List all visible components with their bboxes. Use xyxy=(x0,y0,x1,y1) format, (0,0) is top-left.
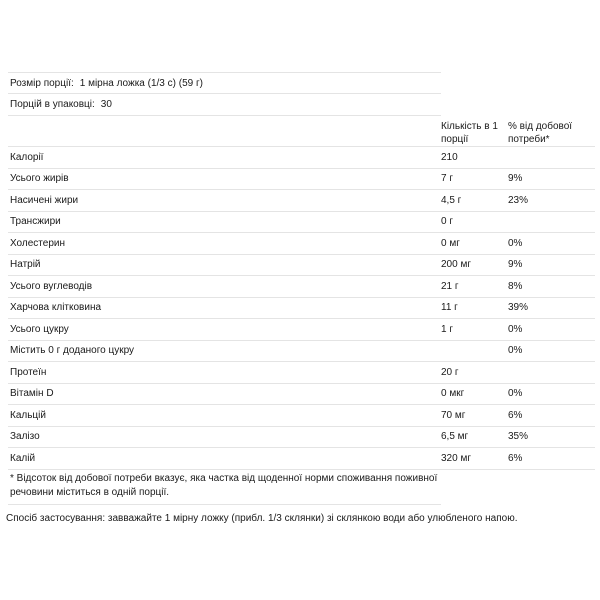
table-row xyxy=(8,362,595,384)
nutrient-name: Містить 0 г доданого цукру xyxy=(10,345,135,357)
table-row xyxy=(8,319,595,341)
nutrient-amount: 11 г xyxy=(441,302,458,314)
table-row xyxy=(8,147,595,169)
nutrient-amount: 210 xyxy=(441,151,458,163)
nutrient-name: Холестерин xyxy=(10,237,65,249)
header-daily-value: % від добової потреби* xyxy=(508,121,573,145)
serving-size-row xyxy=(8,72,441,94)
servings-per-container-value: 30 xyxy=(100,99,112,110)
table-row xyxy=(8,298,595,320)
table-row xyxy=(8,341,595,363)
nutrient-amount: 320 мг xyxy=(441,452,471,464)
nutrient-daily-value: 6% xyxy=(508,409,523,421)
usage-instructions: Спосіб застосування: завважайте 1 мірну ложку (прибл. 1/3 склянки) зі склянкою води або улюбленого напою. xyxy=(6,513,518,524)
nutrient-name: Харчова клітковина xyxy=(10,302,102,314)
table-row xyxy=(8,212,595,234)
nutrient-name: Залізо xyxy=(10,431,40,443)
nutrient-daily-value: 39% xyxy=(508,302,529,314)
nutrient-amount: 6,5 мг xyxy=(441,431,469,443)
nutrient-daily-value: 0% xyxy=(508,323,523,335)
table-row xyxy=(8,427,595,449)
serving-info xyxy=(8,72,441,116)
nutrient-daily-value: 9% xyxy=(508,173,523,185)
nutrient-name: Насичені жири xyxy=(10,194,79,206)
servings-per-container-label: Порцій в упаковці: xyxy=(10,99,95,110)
nutrient-daily-value: 0% xyxy=(508,345,523,357)
nutrient-name: Протеїн xyxy=(10,366,47,378)
nutrient-amount: 1 г xyxy=(441,323,453,335)
nutrient-amount: 0 мкг xyxy=(441,388,465,400)
nutrient-amount: 7 г xyxy=(441,173,453,185)
serving-size-value: 1 мірна ложка (1/3 с) (59 г) xyxy=(79,77,203,89)
nutrient-amount: 21 г xyxy=(441,280,459,292)
table-row xyxy=(8,255,595,277)
nutrient-name: Вітамін D xyxy=(10,388,54,400)
nutrient-name: Калій xyxy=(10,452,36,464)
nutrient-amount: 20 г xyxy=(441,366,459,378)
nutrient-daily-value: 9% xyxy=(508,259,523,271)
nutrient-amount: 0 г xyxy=(441,216,453,228)
nutrient-amount: 200 мг xyxy=(441,259,471,271)
nutrient-name: Натрій xyxy=(10,259,41,271)
footnote: * Відсоток від добової потреби вказує, яка частка від щоденної норми споживання поживної речовини міститься в одній порції. xyxy=(8,472,441,505)
nutrient-daily-value: 8% xyxy=(508,280,523,292)
nutrient-name: Усього цукру xyxy=(10,323,69,335)
serving-size-label: Розмір порції: xyxy=(10,77,74,89)
table-row xyxy=(8,190,595,212)
nutrient-daily-value: 0% xyxy=(508,388,523,400)
table-row xyxy=(8,169,595,191)
table-row xyxy=(8,448,595,470)
nutrition-table xyxy=(8,113,595,470)
nutrient-name: Усього вуглеводів xyxy=(10,280,93,292)
nutrient-name: Кальцій xyxy=(10,409,46,421)
table-row xyxy=(8,276,595,298)
nutrient-name: Усього жирів xyxy=(10,173,69,185)
nutrient-daily-value: 6% xyxy=(508,452,523,464)
nutrient-name: Калорії xyxy=(10,151,44,163)
header-amount: Кількість в 1 порції xyxy=(441,121,498,145)
nutrient-daily-value: 0% xyxy=(508,237,523,249)
table-header xyxy=(8,113,595,147)
nutrient-name: Трансжири xyxy=(10,216,61,228)
nutrient-amount: 0 мг xyxy=(441,237,460,249)
table-body xyxy=(8,147,595,470)
table-row xyxy=(8,384,595,406)
nutrient-amount: 70 мг xyxy=(441,409,466,421)
nutrient-daily-value: 23% xyxy=(508,194,529,206)
table-row xyxy=(8,405,595,427)
table-row xyxy=(8,233,595,255)
nutrient-amount: 4,5 г xyxy=(441,194,462,206)
nutrient-daily-value: 35% xyxy=(508,431,529,443)
